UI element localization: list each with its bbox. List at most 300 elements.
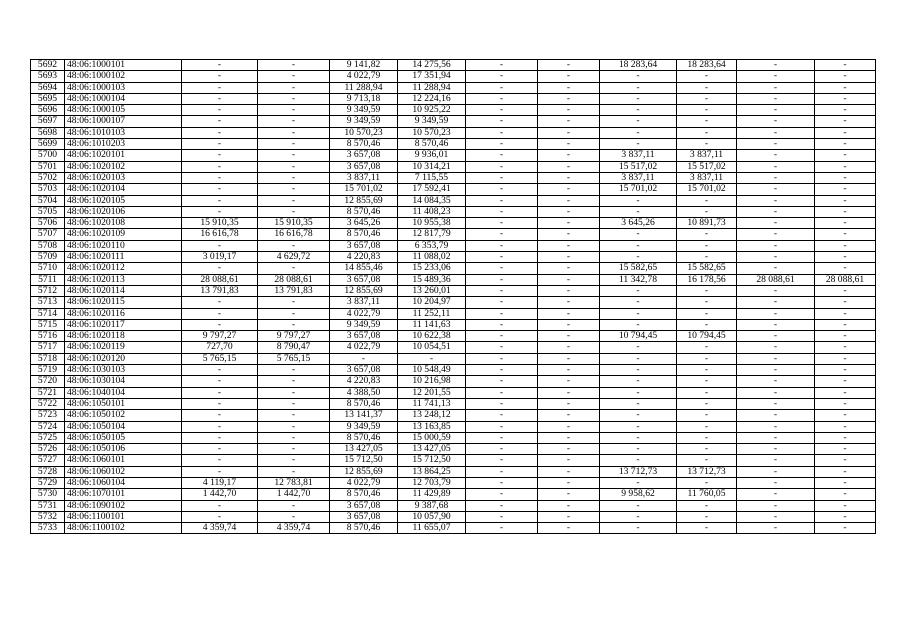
value-cell: - [538, 342, 600, 353]
value-cell: 13 163,85 [398, 421, 466, 432]
value-cell: 3 837,11 [600, 172, 677, 183]
value-cell: - [258, 184, 330, 195]
data-sheet [30, 59, 876, 534]
table-row [31, 466, 876, 477]
value-cell: - [182, 455, 258, 466]
value-cell: - [677, 342, 737, 353]
value-cell: - [815, 195, 876, 206]
value-cell: - [466, 218, 538, 229]
table-row [31, 206, 876, 217]
value-cell: 11 741,13 [398, 398, 466, 409]
value-cell: - [737, 116, 815, 127]
value-cell: - [677, 387, 737, 398]
value-cell: - [538, 410, 600, 421]
value-cell: - [466, 365, 538, 376]
value-cell: - [600, 353, 677, 364]
value-cell: - [538, 274, 600, 285]
value-cell: - [182, 172, 258, 183]
value-cell: - [466, 353, 538, 364]
value-cell: - [258, 206, 330, 217]
value-cell: - [815, 511, 876, 522]
value-cell: - [182, 387, 258, 398]
value-cell: - [600, 127, 677, 138]
value-cell: 9 349,59 [330, 116, 398, 127]
value-cell: - [737, 218, 815, 229]
value-cell: - [466, 274, 538, 285]
row-number-cell: 5719 [31, 365, 65, 376]
value-cell: - [737, 105, 815, 116]
value-cell: 8 570,46 [330, 229, 398, 240]
value-cell: - [677, 308, 737, 319]
value-cell: 8 790,47 [258, 342, 330, 353]
value-cell: - [737, 308, 815, 319]
value-cell: - [538, 308, 600, 319]
value-cell: - [538, 432, 600, 443]
value-cell: - [677, 71, 737, 82]
value-cell: 14 275,56 [398, 60, 466, 71]
value-cell: - [737, 206, 815, 217]
value-cell: - [815, 410, 876, 421]
value-cell: - [466, 421, 538, 432]
value-cell: 13 791,83 [258, 285, 330, 296]
value-cell: 1 442,70 [258, 489, 330, 500]
value-cell: 4 022,79 [330, 342, 398, 353]
value-cell: - [258, 93, 330, 104]
value-cell: - [258, 444, 330, 455]
value-cell: 3 657,08 [330, 274, 398, 285]
value-cell: - [815, 127, 876, 138]
value-cell: - [815, 308, 876, 319]
cadastral-number-cell: 48:06:1100102 [65, 523, 182, 534]
row-number-cell: 5722 [31, 398, 65, 409]
table-row [31, 308, 876, 319]
row-number-cell: 5716 [31, 331, 65, 342]
value-cell: 9 387,68 [398, 500, 466, 511]
row-number-cell: 5732 [31, 511, 65, 522]
row-number-cell: 5724 [31, 421, 65, 432]
value-cell: 10 891,73 [677, 218, 737, 229]
row-number-cell: 5726 [31, 444, 65, 455]
value-cell: - [815, 489, 876, 500]
value-cell: - [677, 421, 737, 432]
value-cell: - [538, 229, 600, 240]
value-cell: - [737, 410, 815, 421]
value-cell: - [737, 184, 815, 195]
value-cell: - [466, 489, 538, 500]
value-cell: 13 141,37 [330, 410, 398, 421]
value-cell: 4 359,74 [182, 523, 258, 534]
value-cell: - [677, 240, 737, 251]
cadastral-number-cell: 48:06:1020106 [65, 206, 182, 217]
value-cell: - [677, 398, 737, 409]
value-cell: - [600, 511, 677, 522]
value-cell: - [538, 500, 600, 511]
table-row [31, 432, 876, 443]
value-cell: 12 855,69 [330, 285, 398, 296]
value-cell: - [815, 500, 876, 511]
table-row [31, 489, 876, 500]
value-cell: - [466, 184, 538, 195]
cadastral-number-cell: 48:06:1020116 [65, 308, 182, 319]
value-cell: 15 233,06 [398, 263, 466, 274]
value-cell: 3 837,11 [330, 297, 398, 308]
value-cell: - [677, 116, 737, 127]
value-cell: - [815, 71, 876, 82]
value-cell: 10 216,98 [398, 376, 466, 387]
value-cell: - [815, 353, 876, 364]
value-cell: - [538, 353, 600, 364]
value-cell: 28 088,61 [258, 274, 330, 285]
value-cell: - [182, 161, 258, 172]
table-row [31, 127, 876, 138]
table-row [31, 71, 876, 82]
value-cell: - [538, 240, 600, 251]
value-cell: 3 837,11 [600, 150, 677, 161]
value-cell: - [677, 500, 737, 511]
row-number-cell: 5694 [31, 82, 65, 93]
value-cell: - [466, 252, 538, 263]
value-cell: - [182, 105, 258, 116]
value-cell: 13 712,73 [677, 466, 737, 477]
table-row [31, 365, 876, 376]
table-row [31, 410, 876, 421]
cadastral-number-cell: 48:06:1020103 [65, 172, 182, 183]
value-cell: 3 657,08 [330, 331, 398, 342]
value-cell: - [258, 195, 330, 206]
row-number-cell: 5706 [31, 218, 65, 229]
table-row [31, 511, 876, 522]
table-row [31, 477, 876, 488]
value-cell: 11 760,05 [677, 489, 737, 500]
table-row [31, 218, 876, 229]
value-cell: - [737, 387, 815, 398]
row-number-cell: 5697 [31, 116, 65, 127]
cadastral-number-cell: 48:06:1020117 [65, 319, 182, 330]
value-cell: - [466, 60, 538, 71]
value-cell: - [737, 319, 815, 330]
value-cell: 15 517,02 [677, 161, 737, 172]
value-cell: - [466, 116, 538, 127]
value-cell: - [182, 150, 258, 161]
value-cell: - [466, 240, 538, 251]
value-cell: - [737, 252, 815, 263]
value-cell: - [538, 206, 600, 217]
value-cell: - [258, 466, 330, 477]
value-cell: 10 955,38 [398, 218, 466, 229]
value-cell: 10 925,22 [398, 105, 466, 116]
value-cell: - [538, 319, 600, 330]
value-cell: - [815, 466, 876, 477]
value-cell: - [677, 139, 737, 150]
value-cell: 11 655,07 [398, 523, 466, 534]
value-cell: - [600, 116, 677, 127]
value-cell: - [737, 229, 815, 240]
value-cell: 9 349,59 [330, 105, 398, 116]
value-cell: - [600, 285, 677, 296]
value-cell: - [677, 353, 737, 364]
value-cell: 3 837,11 [677, 172, 737, 183]
value-cell: - [677, 410, 737, 421]
value-cell: 3 657,08 [330, 511, 398, 522]
value-cell: - [182, 93, 258, 104]
value-cell: - [182, 71, 258, 82]
row-number-cell: 5730 [31, 489, 65, 500]
value-cell: 9 797,27 [258, 331, 330, 342]
value-cell: 10 204,97 [398, 297, 466, 308]
value-cell: 15 910,35 [182, 218, 258, 229]
value-cell: - [330, 353, 398, 364]
value-cell: - [466, 206, 538, 217]
value-cell: - [182, 511, 258, 522]
cadastral-number-cell: 48:06:1020113 [65, 274, 182, 285]
value-cell: - [466, 398, 538, 409]
value-cell: - [677, 477, 737, 488]
value-cell: - [258, 387, 330, 398]
value-cell: - [258, 365, 330, 376]
value-cell: - [466, 127, 538, 138]
value-cell: - [398, 353, 466, 364]
value-cell: - [466, 229, 538, 240]
value-cell: - [466, 410, 538, 421]
value-cell: - [737, 263, 815, 274]
cadastral-number-cell: 48:06:1040104 [65, 387, 182, 398]
row-number-cell: 5705 [31, 206, 65, 217]
value-cell: - [815, 331, 876, 342]
value-cell: 727,70 [182, 342, 258, 353]
row-number-cell: 5702 [31, 172, 65, 183]
value-cell: - [677, 297, 737, 308]
value-cell: - [677, 206, 737, 217]
cadastral-number-cell: 48:06:1020101 [65, 150, 182, 161]
cadastral-number-cell: 48:06:1050105 [65, 432, 182, 443]
value-cell: - [737, 398, 815, 409]
value-cell: 9 713,18 [330, 93, 398, 104]
cadastral-number-cell: 48:06:1020104 [65, 184, 182, 195]
value-cell: - [182, 82, 258, 93]
value-cell: 28 088,61 [815, 274, 876, 285]
value-cell: - [737, 139, 815, 150]
value-cell: - [815, 82, 876, 93]
value-cell: - [258, 455, 330, 466]
table-row [31, 319, 876, 330]
value-cell: 3 837,11 [677, 150, 737, 161]
value-cell: - [600, 93, 677, 104]
table-row [31, 285, 876, 296]
cadastral-number-cell: 48:06:1020119 [65, 342, 182, 353]
value-cell: - [258, 60, 330, 71]
value-cell: - [600, 455, 677, 466]
value-cell: - [737, 365, 815, 376]
value-cell: - [182, 60, 258, 71]
value-cell: - [677, 455, 737, 466]
value-cell: 16 616,78 [258, 229, 330, 240]
value-cell: - [737, 331, 815, 342]
value-cell: - [677, 285, 737, 296]
cadastral-number-cell: 48:06:1020109 [65, 229, 182, 240]
value-cell: - [466, 150, 538, 161]
value-cell: - [600, 376, 677, 387]
value-cell: - [815, 161, 876, 172]
cadastral-number-cell: 48:06:1000104 [65, 93, 182, 104]
value-cell: - [600, 195, 677, 206]
table-row [31, 274, 876, 285]
value-cell: 15 712,50 [398, 455, 466, 466]
cadastral-number-cell: 48:06:1020112 [65, 263, 182, 274]
value-cell: - [677, 105, 737, 116]
value-cell: - [815, 218, 876, 229]
value-cell: - [466, 331, 538, 342]
cadastral-number-cell: 48:06:1070101 [65, 489, 182, 500]
value-cell: - [737, 455, 815, 466]
value-cell: 3 657,08 [330, 150, 398, 161]
value-cell: - [466, 387, 538, 398]
value-cell: - [815, 93, 876, 104]
value-cell: 9 349,59 [398, 116, 466, 127]
value-cell: - [815, 444, 876, 455]
value-cell: - [538, 466, 600, 477]
row-number-cell: 5721 [31, 387, 65, 398]
value-cell: 4 022,79 [330, 71, 398, 82]
value-cell: - [538, 139, 600, 150]
value-cell: - [258, 240, 330, 251]
value-cell: - [258, 398, 330, 409]
cadastral-number-cell: 48:06:1030103 [65, 365, 182, 376]
value-cell: - [538, 331, 600, 342]
value-cell: 6 353,79 [398, 240, 466, 251]
value-cell: - [737, 161, 815, 172]
value-cell: - [182, 263, 258, 274]
table-row [31, 93, 876, 104]
value-cell: 9 936,01 [398, 150, 466, 161]
value-cell: 18 283,64 [677, 60, 737, 71]
table-row [31, 297, 876, 308]
cadastral-number-cell: 48:06:1010103 [65, 127, 182, 138]
value-cell: - [182, 365, 258, 376]
value-cell: 12 201,55 [398, 387, 466, 398]
value-cell: - [258, 308, 330, 319]
row-number-cell: 5692 [31, 60, 65, 71]
value-cell: 9 958,62 [600, 489, 677, 500]
value-cell: - [538, 218, 600, 229]
cadastral-number-cell: 48:06:1020115 [65, 297, 182, 308]
value-cell: 13 864,25 [398, 466, 466, 477]
value-cell: 4 388,50 [330, 387, 398, 398]
value-cell: - [538, 523, 600, 534]
value-cell: - [466, 523, 538, 534]
value-cell: 5 765,15 [258, 353, 330, 364]
row-number-cell: 5698 [31, 127, 65, 138]
value-cell: - [538, 511, 600, 522]
value-cell: - [538, 398, 600, 409]
value-cell: - [677, 376, 737, 387]
value-cell: 15 701,02 [600, 184, 677, 195]
table-row [31, 444, 876, 455]
value-cell: - [737, 297, 815, 308]
value-cell: - [538, 105, 600, 116]
value-cell: 15 489,36 [398, 274, 466, 285]
cadastral-number-cell: 48:06:1090102 [65, 500, 182, 511]
value-cell: - [600, 139, 677, 150]
value-cell: - [815, 240, 876, 251]
row-number-cell: 5715 [31, 319, 65, 330]
value-cell: 10 314,21 [398, 161, 466, 172]
value-cell: - [600, 410, 677, 421]
value-cell: - [466, 511, 538, 522]
value-cell: - [600, 319, 677, 330]
value-cell: - [815, 139, 876, 150]
row-number-cell: 5713 [31, 297, 65, 308]
value-cell: - [737, 523, 815, 534]
value-cell: 16 178,56 [677, 274, 737, 285]
row-number-cell: 5720 [31, 376, 65, 387]
cadastral-number-cell: 48:06:1050102 [65, 410, 182, 421]
value-cell: - [737, 150, 815, 161]
value-cell: - [600, 398, 677, 409]
value-cell: - [466, 82, 538, 93]
cadastral-number-cell: 48:06:1000105 [65, 105, 182, 116]
table-row [31, 331, 876, 342]
value-cell: - [466, 432, 538, 443]
value-cell: - [258, 263, 330, 274]
value-cell: - [600, 365, 677, 376]
row-number-cell: 5729 [31, 477, 65, 488]
row-number-cell: 5731 [31, 500, 65, 511]
value-cell: - [258, 116, 330, 127]
value-cell: - [182, 444, 258, 455]
row-number-cell: 5699 [31, 139, 65, 150]
value-cell: - [600, 342, 677, 353]
row-number-cell: 5723 [31, 410, 65, 421]
value-cell: - [677, 511, 737, 522]
row-number-cell: 5693 [31, 71, 65, 82]
value-cell: 11 252,11 [398, 308, 466, 319]
value-cell: 7 115,55 [398, 172, 466, 183]
value-cell: 10 570,23 [398, 127, 466, 138]
cadastral-number-cell: 48:06:1060102 [65, 466, 182, 477]
value-cell: - [677, 365, 737, 376]
value-cell: - [815, 297, 876, 308]
value-cell: - [815, 263, 876, 274]
value-cell: - [182, 195, 258, 206]
value-cell: - [737, 432, 815, 443]
value-cell: - [258, 172, 330, 183]
row-number-cell: 5714 [31, 308, 65, 319]
table-row [31, 172, 876, 183]
value-cell: 15 517,02 [600, 161, 677, 172]
table-row [31, 523, 876, 534]
value-cell: - [600, 523, 677, 534]
cadastral-number-cell: 48:06:1000102 [65, 71, 182, 82]
cadastral-number-cell: 48:06:1020111 [65, 252, 182, 263]
value-cell: - [538, 195, 600, 206]
value-cell: 15 701,02 [330, 184, 398, 195]
value-cell: 15 582,65 [677, 263, 737, 274]
value-cell: - [815, 365, 876, 376]
value-cell: - [182, 308, 258, 319]
value-cell: 11 429,89 [398, 489, 466, 500]
value-cell: 17 351,94 [398, 71, 466, 82]
value-cell: - [182, 421, 258, 432]
cadastral-number-cell: 48:06:1000101 [65, 60, 182, 71]
value-cell: 9 349,59 [330, 319, 398, 330]
value-cell: - [600, 297, 677, 308]
table-row [31, 376, 876, 387]
value-cell: - [466, 477, 538, 488]
value-cell: 10 054,51 [398, 342, 466, 353]
value-cell: - [258, 500, 330, 511]
value-cell: - [182, 240, 258, 251]
value-cell: - [538, 421, 600, 432]
